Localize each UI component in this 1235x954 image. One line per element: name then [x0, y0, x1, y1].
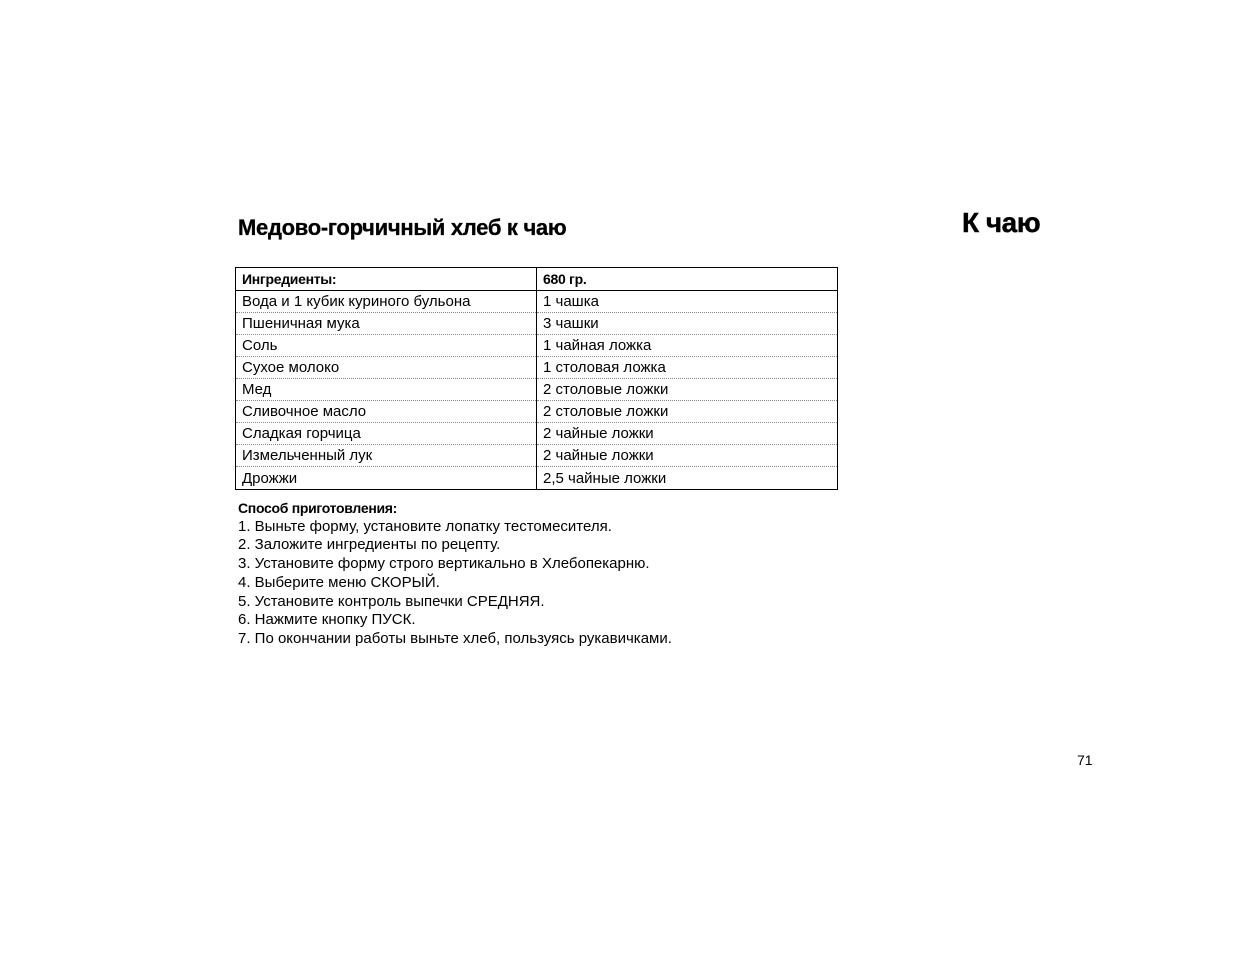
instruction-step: 6. Нажмите кнопку ПУСК. [238, 611, 416, 629]
table-row [236, 379, 838, 401]
ingredient-amount: 2 чайные ложки [537, 423, 838, 445]
ingredient-amount: 1 столовая ложка [537, 357, 838, 379]
ingredient-amount: 2 столовые ложки [537, 401, 838, 423]
table-row [236, 335, 838, 357]
instruction-step: 7. По окончании работы выньте хлеб, пользуясь рукавичками. [238, 629, 672, 647]
table-row [236, 357, 838, 379]
section-title: К чаю [962, 207, 1041, 238]
ingredients-table [235, 267, 838, 490]
table-row [236, 401, 838, 423]
instruction-step: 2. Заложите ингредиенты по рецепту. [238, 536, 501, 554]
ingredient-name: Пшеничная мука [236, 313, 537, 335]
ingredient-name: Мед [236, 379, 537, 401]
ingredient-amount: 3 чашки [537, 313, 838, 335]
ingredient-amount: 2 столовые ложки [537, 379, 838, 401]
ingredient-name: Сладкая горчица [236, 423, 537, 445]
instructions-section [238, 499, 672, 649]
table-row [236, 291, 838, 313]
instructions-title: Способ приготовления: [238, 500, 398, 516]
instruction-step: 3. Установите форму строго вертикально в Хлебопекарню. [238, 555, 650, 573]
table-row [236, 313, 838, 335]
table-row [236, 467, 838, 490]
instruction-step: 4. Выберите меню СКОРЫЙ. [238, 573, 440, 591]
ingredient-amount: 1 чайная ложка [537, 335, 838, 357]
ingredient-name: Дрожжи [236, 467, 537, 490]
ingredient-name: Сливочное масло [236, 401, 537, 423]
ingredients-column-header: Ингредиенты: [236, 268, 537, 291]
recipe-title: Медово-горчичный хлеб к чаю [238, 215, 567, 240]
table-row [236, 423, 838, 445]
ingredient-name: Вода и 1 кубик куриного бульона [236, 291, 537, 313]
ingredient-amount: 1 чашка [537, 291, 838, 313]
instruction-step: 5. Установите контроль выпечки СРЕДНЯЯ. [238, 592, 545, 610]
instruction-step: 1. Выньте форму, установите лопатку тестомесителя. [238, 517, 612, 535]
ingredient-amount: 2 чайные ложки [537, 445, 838, 467]
page-number: 71 [1077, 752, 1093, 768]
table-row [236, 445, 838, 467]
ingredient-name: Соль [236, 335, 537, 357]
ingredient-amount: 2,5 чайные ложки [543, 469, 667, 487]
amount-column-header: 680 гр. [537, 268, 838, 291]
ingredient-name: Измельченный лук [236, 445, 537, 467]
instructions-steps [238, 518, 672, 649]
table-header-row [236, 268, 838, 291]
ingredient-name: Сухое молоко [236, 357, 537, 379]
